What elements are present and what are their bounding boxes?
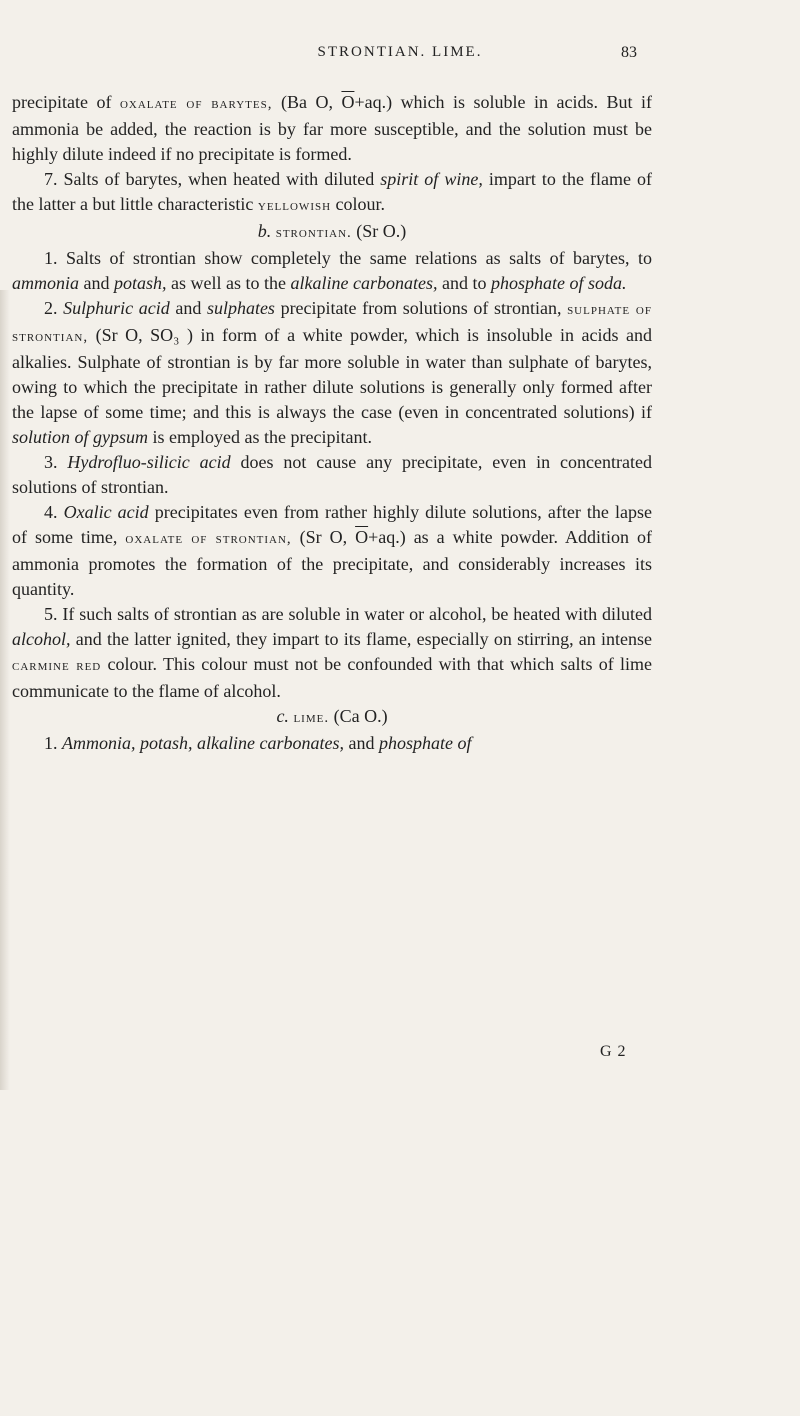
running-head-title: STRONTIAN. LIME.: [317, 44, 483, 60]
section-heading-lime: c. lime. (Ca O.): [276, 706, 388, 726]
page-number: 83: [621, 44, 637, 61]
section-heading-strontian: b. strontian. (Sr O.): [257, 221, 407, 241]
paragraph-strontian-2: 2. Sulphuric acid and sulphates precipitate from solutions of strontian, sulphate of strontian, (Sr O, SO₃ ) in form of a white powder, which is insoluble in acids and alkalies. Sulphate of strontian is by far more soluble in water than sulphate of barytes, owing to which the precipitate in rather dilute solutions is generally only formed after the lapse of some time; and this is always the case (even in concentrated solutions) if solution of gypsum is employed as the precipitant.: [12, 298, 652, 447]
paragraph-strontian-1: 1. Salts of strontian show completely the same relations as salts of barytes, to ammonia and potash, as well as to the alkaline carbonates, and to phosphate of soda.: [12, 248, 652, 293]
paragraph-lime-1: 1. Ammonia, potash, alkaline carbonates, and phosphate of: [44, 733, 472, 753]
page-body: [12, 90, 652, 756]
paragraph-strontian-5: 5. If such salts of strontian as are soluble in water or alcohol, be heated with diluted alcohol, and the latter ignited, they impart to its flame, especially on stirring, an intense carmine red colour. This colour must not be confounded with that which salts of lime communicate to the flame of alcohol.: [12, 604, 652, 701]
paragraph-strontian-3: 3. Hydrofluo-silicic acid does not cause any precipitate, even in concentrated solutions of strontian.: [12, 452, 652, 497]
signature-mark: G 2: [600, 1043, 627, 1060]
paragraph-strontian-4: 4. Oxalic acid precipitates even from rather highly dilute solutions, after the lapse of some time, oxalate of strontian, (Sr O, $\overline{O}+aq$.) as a white powder. Addition of ammonia promotes the formation of the precipitate, and considerably increases its quantity.: [12, 502, 653, 599]
page-gutter-shadow: [0, 290, 10, 1090]
running-head: [0, 44, 800, 68]
paragraph-barytes-7: 7. Salts of barytes, when heated with diluted spirit of wine, impart to the flame of the latter a but little characteristic yellowish colour.: [12, 169, 652, 214]
paragraph-barytes-continued: precipitate of oxalate of barytes, (Ba O, $\overline{O}+aq$.) which is soluble in acids. But if ammonia be added, the reaction is by far more susceptible, and the solution must be highly dilute indeed if no precipitate is formed.: [12, 92, 652, 164]
